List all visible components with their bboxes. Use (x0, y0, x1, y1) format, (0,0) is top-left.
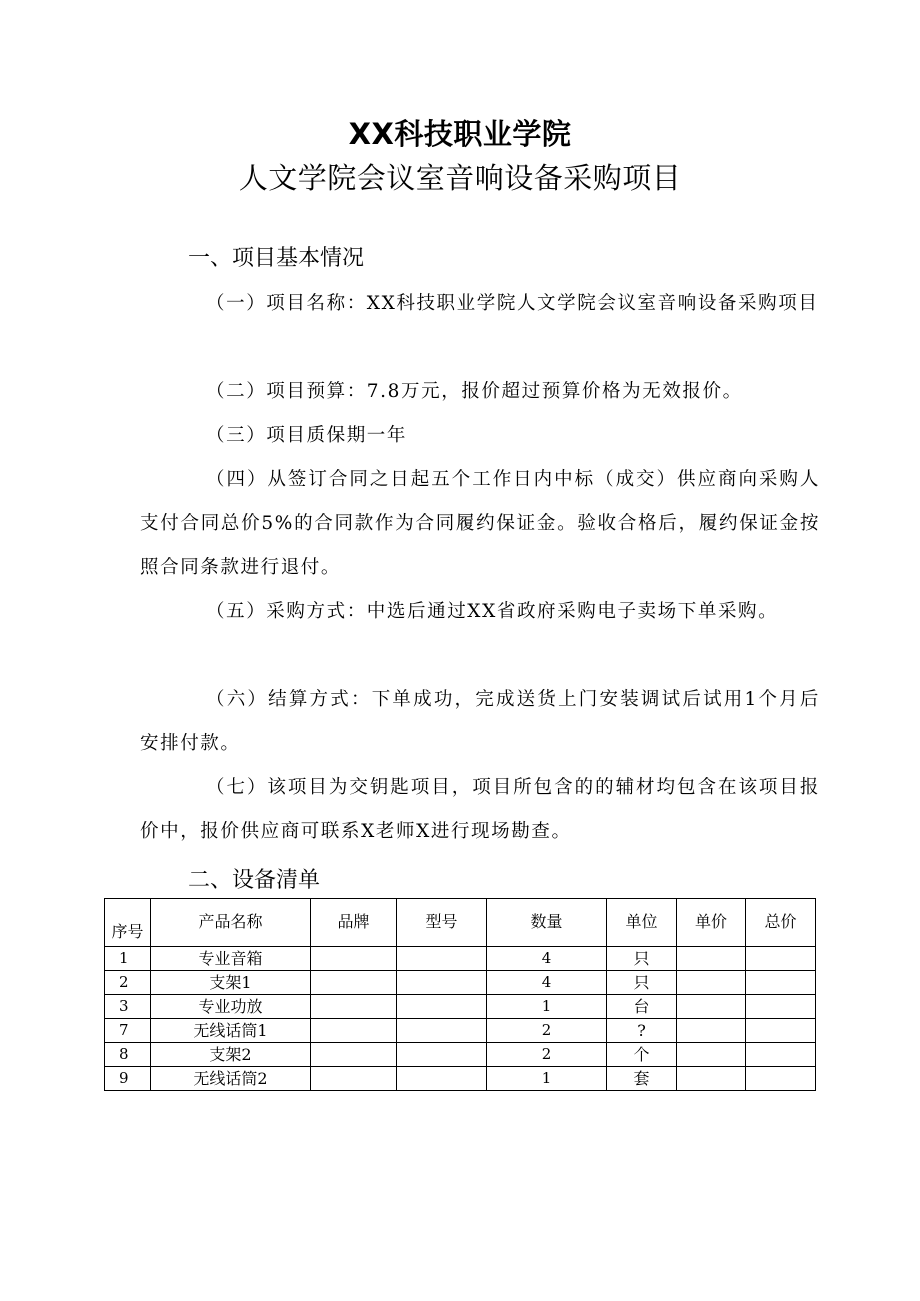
cell-model (397, 971, 487, 995)
cell-brand (311, 1067, 397, 1091)
header-product-name: 产品名称 (151, 899, 311, 947)
cell-brand (311, 1019, 397, 1043)
cell-unit: 个 (607, 1043, 677, 1067)
cell-seq: 1 (105, 947, 151, 971)
table-row (105, 1067, 816, 1091)
header-brand: 品牌 (311, 899, 397, 947)
paragraph-project-name: （一）项目名称：XX科技职业学院人文学院会议室音响设备采购项目 (206, 293, 819, 314)
cell-product-name: 无线话筒2 (151, 1067, 311, 1091)
header-total-price: 总价 (746, 899, 816, 947)
cell-unit-price (677, 1043, 746, 1067)
cell-total-price (746, 947, 816, 971)
cell-seq: 3 (105, 995, 151, 1019)
cell-model (397, 995, 487, 1019)
header-unit: 单位 (607, 899, 677, 947)
cell-unit: 台 (607, 995, 677, 1019)
header-unit-price: 单价 (677, 899, 746, 947)
cell-unit-price (677, 971, 746, 995)
paragraph-turnkey: （七）该项目为交钥匙项目，项目所包含的的辅材均包含在该项目报价中，报价供应商可联系X老师X进行现场勘查。 (140, 777, 820, 842)
cell-quantity: 4 (487, 971, 607, 995)
table-row (105, 947, 816, 971)
cell-quantity: 2 (487, 1043, 607, 1067)
cell-unit: 只 (607, 971, 677, 995)
cell-model (397, 1067, 487, 1091)
document-title-line1: XX科技职业学院 (348, 117, 572, 151)
cell-model (397, 947, 487, 971)
cell-product-name: 无线话筒1 (151, 1019, 311, 1043)
paragraph-budget: （二）项目预算：7.8万元，报价超过预算价格为无效报价。 (206, 381, 743, 402)
cell-total-price (746, 1043, 816, 1067)
table-row (105, 1043, 816, 1067)
cell-quantity: 2 (487, 1019, 607, 1043)
cell-quantity: 4 (487, 947, 607, 971)
cell-product-name: 支架2 (151, 1043, 311, 1067)
cell-unit: ? (607, 1019, 677, 1043)
cell-seq: 2 (105, 971, 151, 995)
cell-brand (311, 971, 397, 995)
cell-model (397, 1019, 487, 1043)
header-model: 型号 (397, 899, 487, 947)
cell-total-price (746, 971, 816, 995)
paragraph-settlement: （六）结算方式：下单成功，完成送货上门安装调试后试用1个月后安排付款。 (140, 689, 820, 754)
cell-total-price (746, 995, 816, 1019)
cell-unit-price (677, 1067, 746, 1091)
section1-heading: 一、项目基本情况 (188, 246, 365, 271)
cell-unit-price (677, 1019, 746, 1043)
paragraph-warranty: （三）项目质保期一年 (206, 425, 408, 446)
paragraph-procurement-method: （五）采购方式：中选后通过XX省政府采购电子卖场下单采购。 (206, 601, 779, 622)
cell-seq: 9 (105, 1067, 151, 1091)
document-title-line2: 人文学院会议室音响设备采购项目 (238, 161, 682, 195)
equipment-table (104, 898, 816, 1091)
header-quantity: 数量 (487, 899, 607, 947)
table-row (105, 971, 816, 995)
cell-unit: 只 (607, 947, 677, 971)
cell-brand (311, 995, 397, 1019)
cell-model (397, 1043, 487, 1067)
cell-quantity: 1 (487, 995, 607, 1019)
cell-unit: 套 (607, 1067, 677, 1091)
cell-quantity: 1 (487, 1067, 607, 1091)
cell-product-name: 专业功放 (151, 995, 311, 1019)
cell-product-name: 支架1 (151, 971, 311, 995)
cell-seq: 7 (105, 1019, 151, 1043)
cell-unit-price (677, 995, 746, 1019)
cell-brand (311, 947, 397, 971)
table-row (105, 995, 816, 1019)
cell-seq: 8 (105, 1043, 151, 1067)
cell-unit-price (677, 947, 746, 971)
cell-brand (311, 1043, 397, 1067)
paragraph-deposit: （四）从签订合同之日起五个工作日内中标（成交）供应商向采购人支付合同总价5%的合同款作为合同履约保证金。验收合格后，履约保证金按照合同条款进行退付。 (140, 469, 820, 578)
table-header-row (105, 899, 816, 947)
section2-heading: 二、设备清单 (188, 868, 321, 893)
table-row (105, 1019, 816, 1043)
cell-total-price (746, 1067, 816, 1091)
cell-total-price (746, 1019, 816, 1043)
header-seq: 序号 (105, 899, 151, 947)
cell-product-name: 专业音箱 (151, 947, 311, 971)
